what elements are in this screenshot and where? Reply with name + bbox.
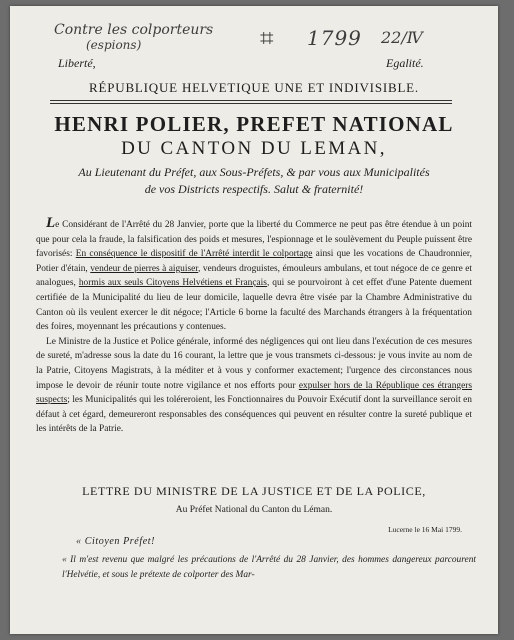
handwritten-note: Contre les colporteurs <box>54 22 214 38</box>
p1-underlined-2: vendeur de pierres à aiguiser <box>90 263 199 274</box>
p2-underlined-1: expulser hors de la République ces étrangers suspects <box>36 380 472 406</box>
catalog-mark: ⌗ <box>260 24 274 52</box>
paragraph-1 <box>36 216 472 335</box>
catalog-reference: 22/Ⅳ <box>381 28 423 47</box>
p1-text-c: , vendeurs droguistes, émouleurs ambulans, et tout négoce de ce genre et analogues, <box>36 263 473 289</box>
letter-heading: LETTRE DU MINISTRE DE LA JUSTICE ET DE LA POLICE, <box>82 484 426 498</box>
p1-underlined-1: En conséquence le dispositif de l'Arrêté interdit le colportage <box>75 249 313 260</box>
republic-heading: RÉPUBLIQUE HELVETIQUE UNE ET INDIVISIBLE. <box>89 80 419 95</box>
p1-text-d: , qui se pourvoiront à cet effet d'une Patente duement certifiée de la Municipalité du lieu de leur domicile, laquelle devra être visée par la Chambre Administrative du Canton où ils veulent exercer le dit négoce; l'Article 6 borne la faculté des Marchands étrangers à la fréquentation des foires, moyennant les précautions y contenues. <box>36 278 473 333</box>
letter-salutation: « Citoyen Préfet! <box>76 536 156 547</box>
p1-underlined-3: hormis aux seuls Citoyens Helvétiens et Français <box>78 278 267 289</box>
paragraph-2 <box>36 335 472 437</box>
document-subtitle: DU CANTON DU LEMAN, <box>121 138 387 159</box>
p1-text-b: ainsi que les vocations de Chaudronnier, Potier d'étain, <box>36 249 473 274</box>
document-title: HENRI POLIER, PREFET NATIONAL <box>54 112 454 136</box>
address-block <box>32 164 476 198</box>
p1-text-a: e Considérant de l'Arrêté du 28 Janvier, porte que la liberté du Commerce ne peut pas être étendue à un point que pour cela la fraude, la falsification des poids et mesures, l'espionnage et le soulèvement du Peuple puissent être favorisés: <box>36 220 472 260</box>
motto-liberte: Liberté, <box>58 56 96 70</box>
address-line-2: de vos Districts respectifs. Salut & fraternité! <box>144 182 364 196</box>
motto-egalite: Egalité. <box>386 56 424 70</box>
document-page <box>10 6 498 634</box>
header-rule-bottom <box>50 103 452 104</box>
decree-body <box>36 216 472 437</box>
letter-quote: « Il m'est revenu que malgré les précautions de l'Arrêté du 28 Janvier, des hommes dangereux parcourent l'Helvétie, et sous le prétexte de colporter des Mar- <box>62 555 476 580</box>
drop-cap: L <box>46 215 56 231</box>
p2-text-a: Le Ministre de la Justice et Police générale, informé des négligences qui ont lieu dans l'exécution de ces mesures de sureté, m'adresse sous la date du 16 courant, la lettre que je vous transmets ci-dessous: je vous invite au nom de la Patrie, Citoyens Magistrats, à la méditer et à vous y conformer exactement; l'urgence des circonstances nous impose le devoir de réunir toute notre vigilance et nos efforts pour <box>36 336 472 391</box>
p2-text-b: ; les Municipalités qui les toléreroient, les Fonctionnaires du Pouvoir Exécutif dont la surveillance seroit en défaut à cet égard, demeureront responsables des conséquences qui peuvent en résulter contre la sureté publique et les intérêts de la Patrie. <box>36 395 472 435</box>
letter-date: Lucerne le 16 Mai 1799. <box>388 525 462 534</box>
handwritten-paren-note: (espions) <box>86 38 142 52</box>
letter-recipient: Au Préfet National du Canton du Léman. <box>175 505 333 515</box>
header-rule-top <box>50 100 452 101</box>
catalog-number: 1799 <box>307 26 362 50</box>
address-line-1: Au Lieutenant du Préfet, aux Sous-Préfets, & par vous aux Municipalités <box>78 165 430 179</box>
